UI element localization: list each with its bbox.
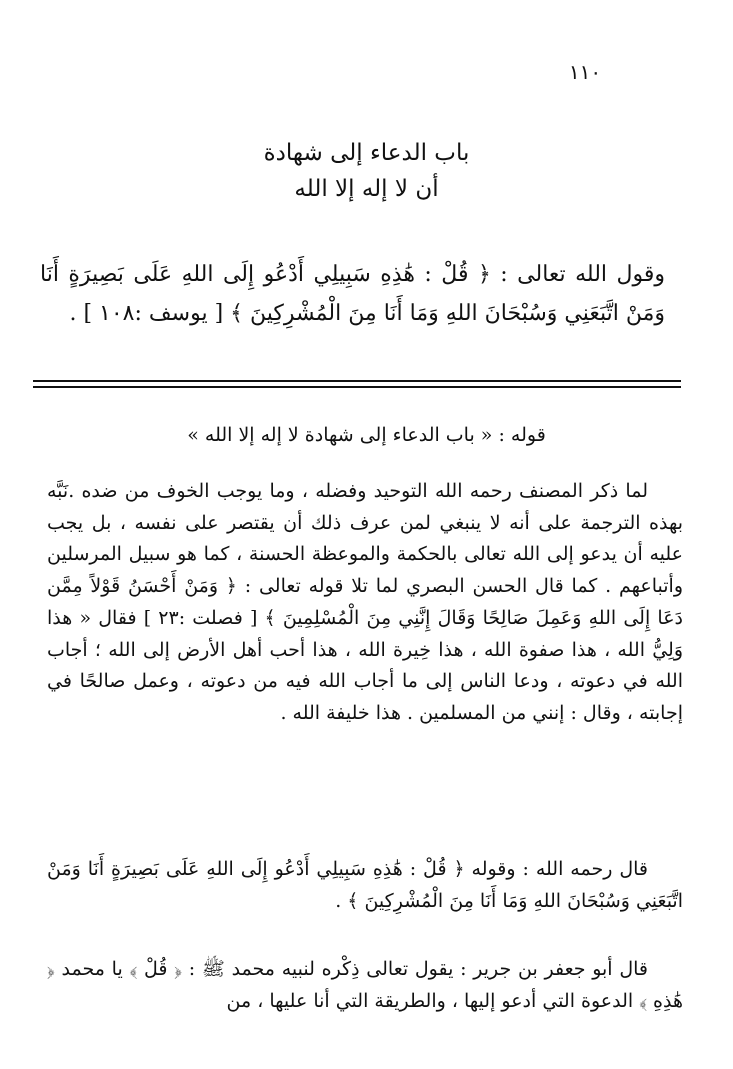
commentary-paragraph-1	[47, 476, 683, 730]
paragraph-text: لما ذكر المصنف رحمه الله التوحيد وفضله ، وما يوجب الخوف من ضده .نَبَّه بهذه الترجمة على أنه لا ينبغي لمن عرف ذلك أن يقتصر على نفسه ، بل يجب عليه أن يدعو إلى الله تعالى بالحكمة والموعظة الحسنة ، كما هو سبيل المرسلين وأتباعهم . كما قال الحسن البصري لما تلا قوله تعالى : ﴿ وَمَنْ أَحْسَنُ قَوْلاً مِمَّن دَعَا إِلَى اللهِ وَعَمِلَ صَالِحًا وَقَالَ إِنَّنِي مِنَ الْمُسْلِمِينَ ﴾ [ فصلت :٢٣ ] فقال « هذا وَلِيُّ الله ، هذا صفوة الله ، هذا خِيرة الله ، هذا أحب أهل الأرض إلى الله ؛ أجاب الله في دعوته ، ودعا الناس إلى ما أجاب الله فيه من دعوته ، وعمل صالحًا في إجابته ، وقال : إنني من المسلمين . هذا خليفة الله .	[47, 480, 683, 724]
commentary-heading: قوله : « باب الدعاء إلى شهادة لا إله إلا الله »	[187, 424, 546, 446]
page-number: ١١٠	[568, 60, 602, 84]
chapter-title-line-1: باب الدعاء إلى شهادة	[263, 140, 470, 166]
separator-line-bottom	[33, 386, 681, 388]
opening-verse: وقول الله تعالى : ﴿ قُلْ : هَٰذِهِ سَبِيلِي أَدْعُو إِلَى اللهِ عَلَى بَصِيرَةٍ أَنَا وَمَنْ اتَّبَعَنِي وَسُبْحَانَ اللهِ وَمَا أَنَا مِنَ الْمُشْرِكِينَ ﴾ [ يوسف :١٠٨ ] .	[40, 262, 665, 326]
commentary-paragraph-2	[47, 854, 683, 917]
chapter-title-line-2: أن لا إله إلا الله	[294, 176, 439, 202]
commentary-paragraph-3	[47, 954, 683, 1017]
paragraph-text: قال أبو جعفر بن جرير : يقول تعالى ذِكْره لنبيه محمد ﷺ : ﴿ قُلْ ﴾ يا محمد ﴿ هَٰذِهِ ﴾ الدعوة التي أدعو إليها ، والطريقة التي أنا عليها ، من	[47, 958, 683, 1012]
paragraph-text: قال رحمه الله : وقوله ﴿ قُلْ : هَٰذِهِ سَبِيلِي أَدْعُو إِلَى اللهِ عَلَى بَصِيرَةٍ أَنَا وَمَنْ اتَّبَعَنِي وَسُبْحَانَ اللهِ وَمَا أَنَا مِنَ الْمُشْرِكِينَ ﴾ .	[47, 858, 683, 912]
separator-line-top	[33, 380, 681, 382]
